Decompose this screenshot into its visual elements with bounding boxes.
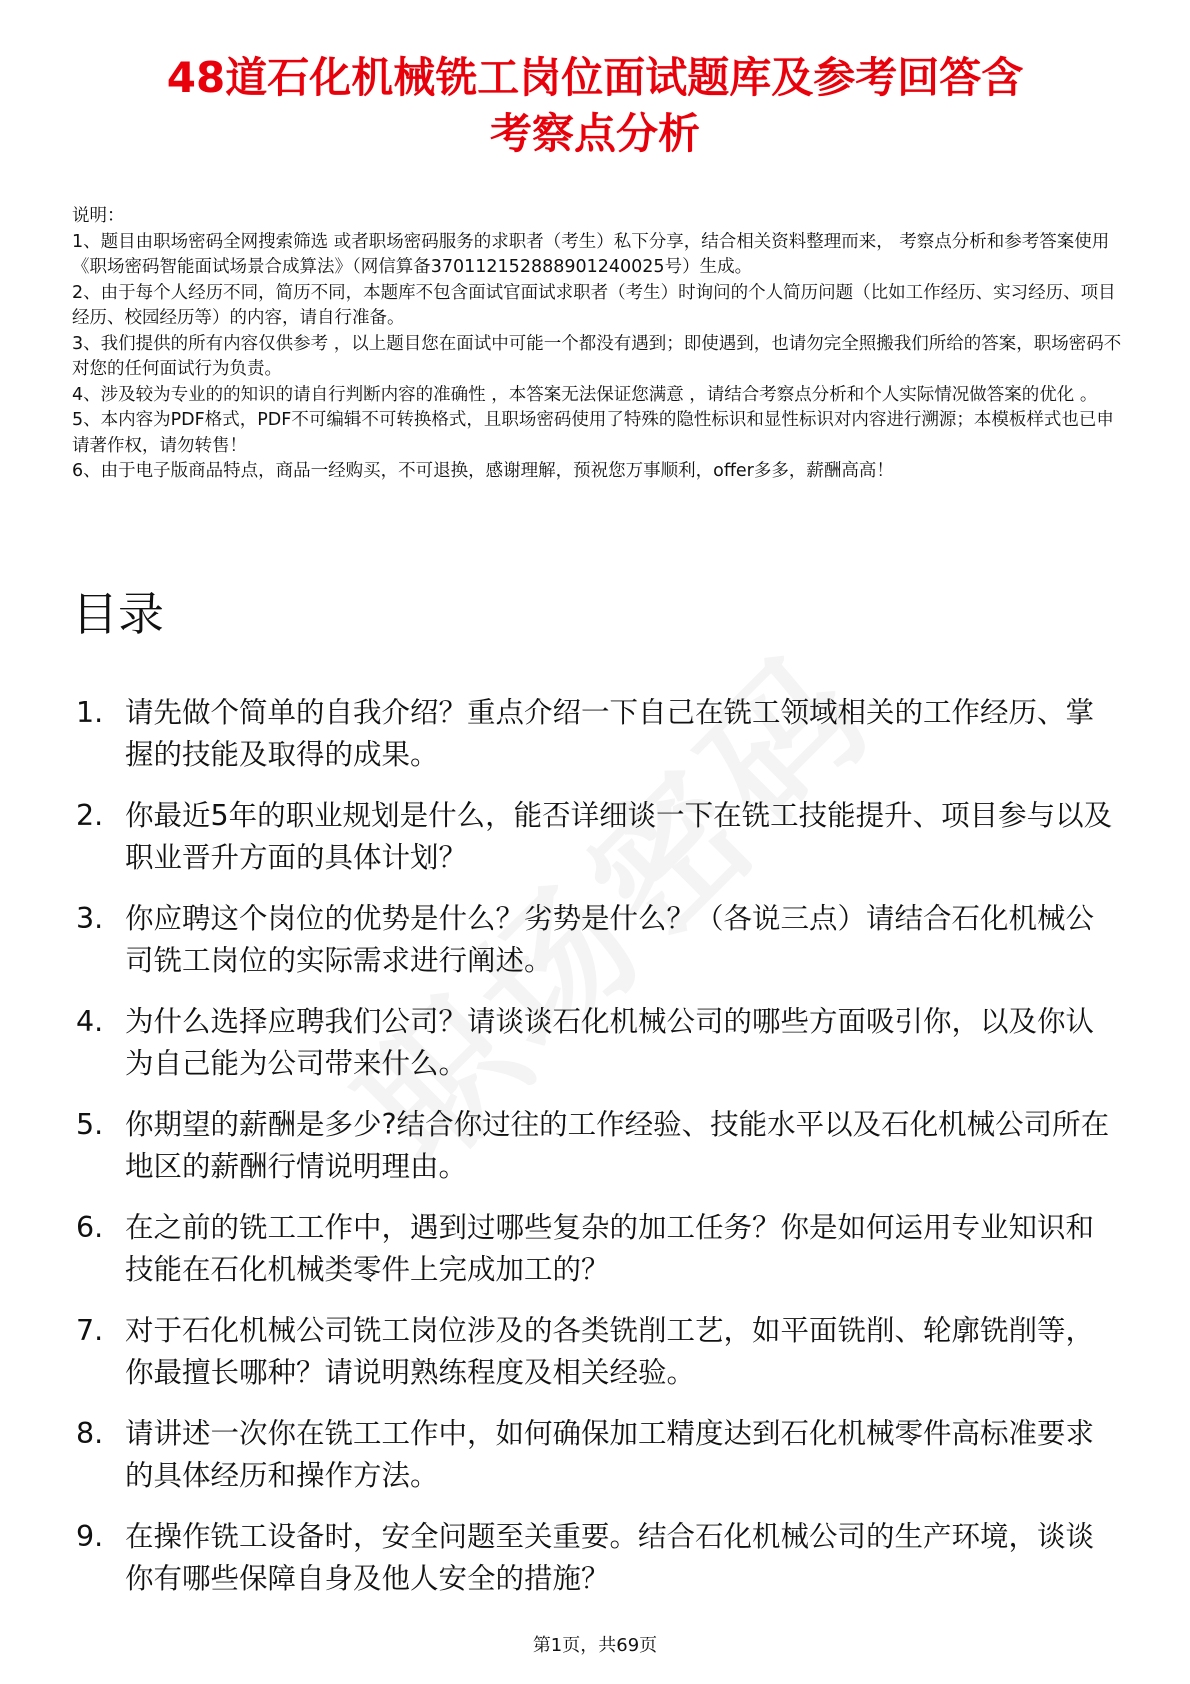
note-item: 2、由于每个人经历不同，简历不同，本题库不包含面试官面试求职者（考生）时询问的个人简历问题（比如工作经历、实习经历、项目经历、校园经历等）的内容，请自行准备。	[72, 282, 1116, 328]
note-item: 3、我们提供的所有内容仅供参考 ，以上题目您在面试中可能一个都没有遇到；即使遇到，也请勿完全照搬我们所给的答案，职场密码不对您的任何面试行为负责。	[72, 333, 1122, 379]
toc-item-text: 为什么选择应聘我们公司？请谈谈石化机械公司的哪些方面吸引你，以及你认为自己能为公司带来什么。	[125, 1005, 1095, 1080]
note-item: 4、涉及较为专业的的知识的请自行判断内容的准确性 ，本答案无法保证您满意 ，请结合考察点分析和个人实际情况做答案的优化 。	[72, 384, 1098, 405]
toc-item-text: 请讲述一次你在铣工工作中，如何确保加工精度达到石化机械零件高标准要求的具体经历和操作方法。	[125, 1417, 1095, 1492]
toc-item[interactable]	[72, 1207, 1132, 1310]
toc-item-text: 请先做个简单的自我介绍？重点介绍一下自己在铣工领域相关的工作经历、掌握的技能及取得的成果。	[125, 696, 1095, 771]
toc-heading: 目录	[72, 587, 164, 641]
note-item: 1、题目由职场密码全网搜索筛选 或者职场密码服务的求职者（考生）私下分享，结合相关资料整理而来， 考察点分析和参考答案使用《职场密码智能面试场景合成算法》（网信算备370112152888901240025号）生成。	[72, 231, 1110, 277]
notes-heading: 说明：	[72, 206, 125, 226]
toc-item[interactable]	[72, 1310, 1132, 1413]
toc-item-number: 4.	[76, 1005, 104, 1038]
toc-item-number: 7.	[76, 1314, 104, 1347]
toc-item[interactable]	[72, 1104, 1132, 1207]
toc-item[interactable]	[72, 795, 1132, 898]
toc-item-text: 在之前的铣工工作中，遇到过哪些复杂的加工任务？你是如何运用专业知识和技能在石化机械类零件上完成加工的？	[125, 1211, 1095, 1286]
document-title-line1: 48道石化机械铣工岗位面试题库及参考回答含	[166, 53, 1024, 102]
note-item: 6、由于电子版商品特点，商品一经购买，不可退换，感谢理解，预祝您万事顺利，offer多多，薪酬高高！	[72, 461, 894, 481]
toc-item-text: 你最近5年的职业规划是什么，能否详细谈一下在铣工技能提升、项目参与以及职业晋升方面的具体计划？	[125, 799, 1113, 874]
toc-item[interactable]	[72, 898, 1132, 1001]
toc-item-text: 你应聘这个岗位的优势是什么？劣势是什么？（各说三点）请结合石化机械公司铣工岗位的实际需求进行阐述。	[125, 902, 1095, 977]
toc-item-number: 6.	[76, 1211, 104, 1244]
document-title	[70, 50, 1120, 162]
document-title-line2: 考察点分析	[489, 109, 700, 158]
notes-section	[72, 204, 1122, 485]
toc-item-number: 9.	[76, 1520, 104, 1553]
toc-item-number: 1.	[76, 696, 104, 729]
toc-item[interactable]	[72, 1413, 1132, 1516]
toc-item-number: 5.	[76, 1108, 104, 1141]
toc-item-number: 8.	[76, 1417, 104, 1450]
toc-list	[72, 692, 1132, 1619]
toc-item-text: 在操作铣工设备时，安全问题至关重要。结合石化机械公司的生产环境，谈谈你有哪些保障自身及他人安全的措施？	[125, 1520, 1095, 1595]
toc-item-number: 3.	[76, 902, 104, 935]
toc-item-text: 对于石化机械公司铣工岗位涉及的各类铣削工艺，如平面铣削、轮廓铣削等，你最擅长哪种？请说明熟练程度及相关经验。	[125, 1314, 1095, 1389]
toc-item[interactable]	[72, 1001, 1132, 1104]
note-item: 5、本内容为PDF格式，PDF不可编辑不可转换格式，且职场密码使用了特殊的隐性标识和显性标识对内容进行溯源；本模板样式也已申请著作权，请勿转售！	[72, 410, 1114, 456]
toc-item[interactable]	[72, 1516, 1132, 1619]
toc-item-text: 你期望的薪酬是多少?结合你过往的工作经验、技能水平以及石化机械公司所在地区的薪酬行情说明理由。	[125, 1108, 1110, 1183]
page-number: 第1页，共69页	[532, 1635, 658, 1656]
toc-item-number: 2.	[76, 799, 104, 832]
toc-item[interactable]	[72, 692, 1132, 795]
